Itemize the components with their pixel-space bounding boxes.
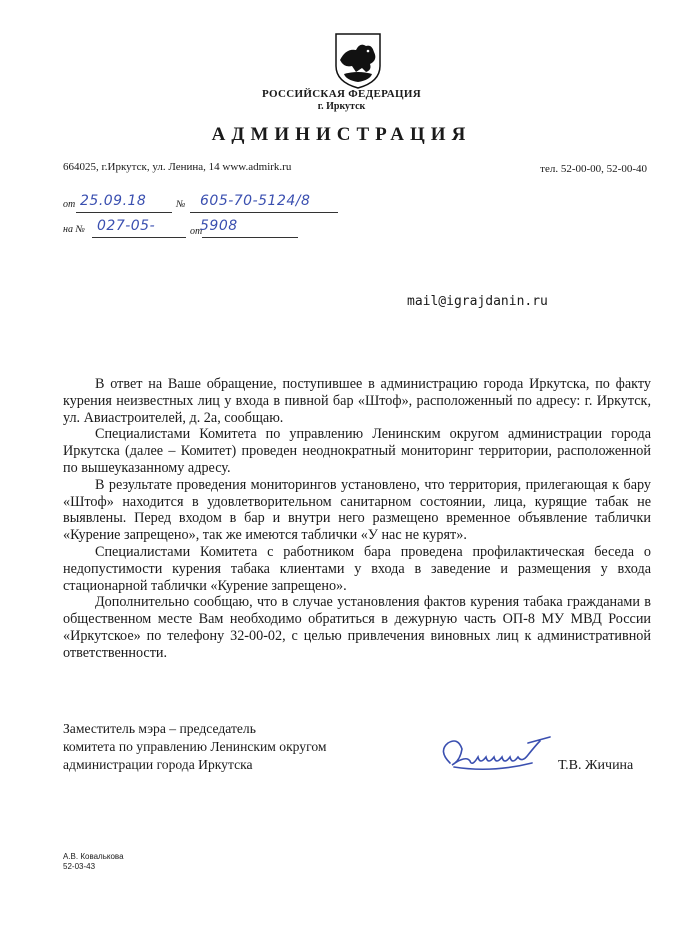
city-name: г. Иркутск [317,101,366,112]
reply-date-line [202,237,298,238]
executor-info [63,852,124,872]
body-paragraph: В результате проведения мониторингов установлено, что территория, прилегающая к бару «Штоф» находится в удовлетворительном санитарном состоянии, лица, курящие табак не выявлены. Перед входом в бар и внутри него размещено временное объявление таблички «Курение запрещено», так же имеются таблички «У нас не курят». [63,476,651,544]
reply-number-line [92,237,186,238]
signer-name: Т.В. Жичина [558,758,634,773]
body-paragraph: Дополнительно сообщаю, что в случае установления фактов курения табака гражданами в общественном месте Вам необходимо обратиться в дежурную часть ОП-8 МУ МВД России «Иркутское» по телефону 32-00-02, с целью привлечения виновных лиц к административной ответственности. [63,594,651,661]
body-paragraph: Специалистами Комитета с работником бара проведена профилактическая беседа о недопустимости курения табака клиентами у входа в заведение и размещения у входа стационарной таблички «Курение запрещено». [63,543,651,594]
reply-date-label: от [190,226,203,237]
date-label: от [63,199,76,210]
body-paragraph: Специалистами Комитета по управлению Ленинским округом администрации города Иркутска (далее – Комитет) проведен неоднократный мониторинг территории, расположенной по вышеуказанному адресу. [63,426,651,476]
outgoing-date: 25.09.18 [80,193,147,209]
handwritten-signature-icon [432,733,552,778]
number-label: № [176,199,186,210]
position-line: Заместитель мэра – председатель [63,721,256,736]
number-line [190,212,338,213]
date-line [76,212,172,213]
reply-date: 5908 [200,218,238,234]
position-line: администрации города Иркутска [63,757,253,772]
signer-position [63,720,326,774]
country-name: РОССИЙСКАЯ ФЕДЕРАЦИЯ [262,88,421,100]
executor-phone: 52-03-43 [63,862,96,871]
reply-number-label: на № [63,224,85,235]
executor-name: А.В. Ковалькова [63,852,124,861]
sender-address: 664025, г.Иркутск, ул. Ленина, 14 www.admirk.ru [63,161,292,173]
reply-number: 027-05- [97,218,156,234]
letter-body [63,376,651,662]
recipient-email: mail@igrajdanin.ru [407,294,548,309]
position-line: комитета по управлению Ленинским округом [63,739,327,754]
document-title: АДМИНИСТРАЦИЯ [211,124,472,145]
body-paragraph: В ответ на Ваше обращение, поступившее в администрацию города Иркутска, по факту курения неизвестных лиц у входа в пивной бар «Штоф», расположенный по адресу: г. Иркутск, ул. Авиастроителей, д. 2а, сообщаю. [63,376,651,426]
sender-phone: тел. 52-00-00, 52-00-40 [540,163,647,175]
coat-of-arms-icon [326,30,390,90]
outgoing-number: 605-70-5124/8 [200,193,311,209]
